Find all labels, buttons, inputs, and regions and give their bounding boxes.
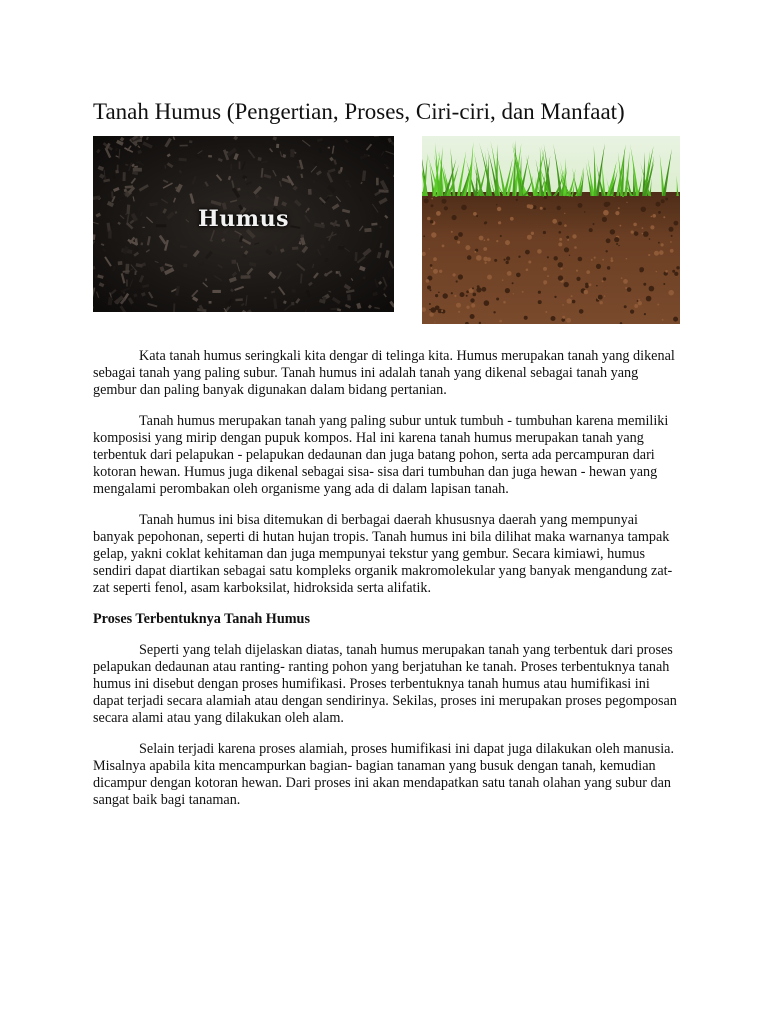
page-title: Tanah Humus (Pengertian, Proses, Ciri-ciri, dan Manfaat) [93,99,625,124]
humus-image-caption: Humus [198,206,289,232]
paragraph: Tanah humus merupakan tanah yang paling subur untuk tumbuh - tumbuhan karena memiliki komposisi yang mirip dengan pupuk kompos. Hal ini karena tanah humus merupakan tanah yang terbentuk dari pelapukan - pelapukan dedaunan dan juga batang pohon, serta ada percampuran dari kotoran hewan. Humus juga dikenal sebagai sisa- sisa dari tumbuhan dan juga hewan - hewan yang mengalami perombakan oleh organisme yang ada di dalam lapisan tanah. [93,413,669,497]
paragraph: Selain terjadi karena proses alamiah, proses humifikasi ini dapat juga dilakukan oleh manusia. Misalnya apabila kita mencampurkan bagian- bagian tanaman yang busuk dengan tanah, kemudian dicampur dengan kotoran hewan. Dari proses ini akan mendapatkan satu tanah olahan yang subur dan sangat baik bagi tanaman. [93,741,675,808]
section-heading: Proses Terbentuknya Tanah Humus [93,611,310,627]
paragraph: Kata tanah humus seringkali kita dengar di telinga kita. Humus merupakan tanah yang dikenal sebagai tanah yang paling subur. Tanah humus ini adalah tanah yang dikenal sebagai tanah yang gembur dan paling banyak digunakan dalam bidang pertanian. [93,348,675,398]
humus-image [93,136,394,312]
article-body [93,348,678,823]
paragraph: Tanah humus ini bisa ditemukan di berbagai daerah khususnya daerah yang mempunyai banyak pepohonan, seperti di hutan hujan tropis. Tanah humus ini bila dilihat maka warnanya tampak gelap, yakni coklat kehitaman dan juga mempunyai tekstur yang gembur. Secara kimiawi, humus sendiri dapat diartikan sebagai satu kompleks organik makromolekular yang banyak mengandung zat- zat seperti fenol, asam karboksilat, hidroksida serta alifatik. [93,512,673,596]
paragraph: Seperti yang telah dijelaskan diatas, tanah humus merupakan tanah yang terbentuk dari proses pelapukan dedaunan atau ranting- ranting pohon yang berjatuhan ke tanah. Proses terbentuknya tanah humus ini disebut dengan proses humifikasi. Proses terbentuknya tanah humus atau humifikasi ini dapat terjadi secara alamiah atau dengan sendirinya. Sekilas, proses ini merupakan proses pegomposan secara alami atau yang dilakukan oleh alam. [93,642,677,726]
soil-grass-illustration [422,136,680,324]
soil-grass-image [422,136,680,324]
